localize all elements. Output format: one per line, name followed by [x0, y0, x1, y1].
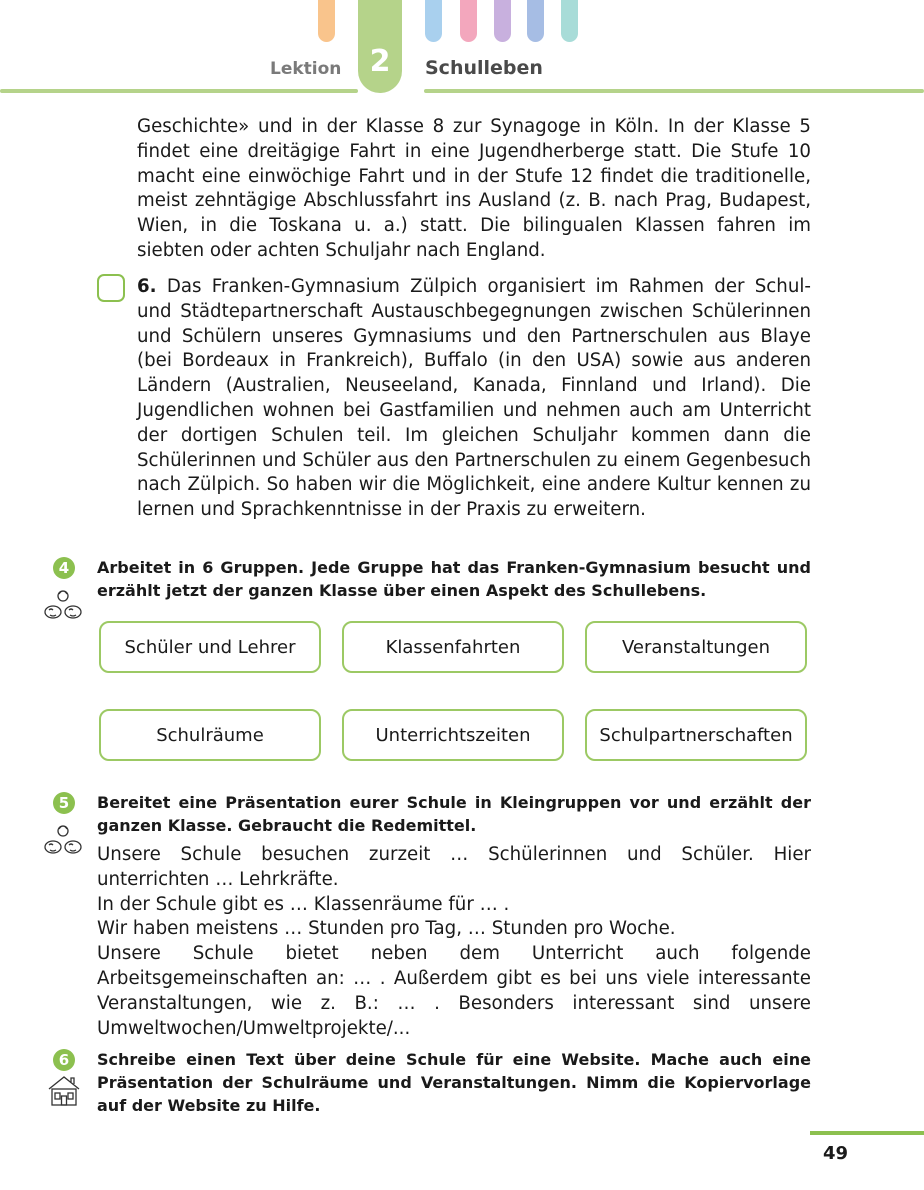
lektion-label: Lektion — [270, 59, 342, 79]
topic-box-unterrichtszeiten: Unterrichtszeiten — [342, 709, 564, 761]
redemittel-phrase: Wir haben meistens … Stunden pro Tag, … Stunden pro Woche. — [97, 918, 676, 940]
redemittel-phrase: Unsere Schule besuchen zurzeit … Schülerinnen und Schüler. Hier unterrichten … Lehrkräfte. — [97, 844, 811, 890]
task-4-instruction: Arbeitet in 6 Gruppen. Jede Gruppe hat das Franken-Gymnasium besucht und erzählt jetzt der ganzen Klasse über einen Aspekt des Schullebens. — [97, 558, 811, 600]
task-4-number: 4 — [53, 557, 75, 579]
footer-rule — [810, 1131, 924, 1135]
task-5-number: 5 — [53, 792, 75, 814]
topic-box-schulpartnerschaften: Schulpartnerschaften — [585, 709, 807, 761]
topic-box-schueler-und-lehrer: Schüler und Lehrer — [99, 621, 321, 673]
intro-paragraph: Geschichte» und in der Klasse 8 zur Synagoge in Köln. In der Klasse 5 findet eine dreitägige Fahrt in eine Jugendherberge statt. Die Stufe 10 macht eine einwöchige Fahrt und in der Stufe 12 findet die traditionelle, meist zehntägige Abschlussfahrt ins Ausland (z. B. nach Prag, Budapest, Wien, in die Toskana u. a.) statt. Die bilingualen Klassen fahren im siebten oder achten Schuljahr nach England. — [137, 116, 811, 261]
item-6-text: Das Franken-Gymnasium Zülpich organisiert im Rahmen der Schul- und Städtepartnerschaft Austauschbegegnungen zwischen Schülerinnen und Schülern unseres Gymnasiums und den Partnerschulen aus Blaye (bei Bordeaux in Frankreich), Buffalo (in den USA) sowie aus anderen Ländern (Australien, Neuseeland, Kanada, Finnland und Irland). Die Jugendlichen wohnen bei Gastfamilien und nehmen auch am Unterricht der dortigen Schulen teil. Im gleichen Schuljahr kommen dann die Schülerinnen und Schüler aus den Partnerschulen zu einem Gegenbesuch nach Zülpich. So haben wir die Möglichkeit, eine andere Kultur kennen zu lernen und Sprachkenntnisse in der Praxis zu erweitern. — [137, 276, 811, 521]
topic-box-schulraeume: Schulräume — [99, 709, 321, 761]
house-homework-icon — [46, 1074, 82, 1108]
header-rule-left — [0, 89, 358, 93]
task-5-instruction: Bereitet eine Präsentation eurer Schule in Kleingruppen vor und erzählt der ganzen Klasse. Gebraucht die Redemittel. — [97, 793, 811, 835]
color-tab — [460, 0, 477, 42]
group-work-icon — [43, 823, 83, 859]
group-work-icon — [43, 588, 83, 624]
color-tab — [527, 0, 544, 42]
task-6-number: 6 — [53, 1049, 75, 1071]
redemittel-phrase: In der Schule gibt es … Klassenräume für … . — [97, 893, 510, 915]
item-6-paragraph — [137, 275, 811, 523]
lesson-number: 2 — [369, 44, 391, 79]
color-tab — [561, 0, 578, 42]
lesson-number-badge — [358, 0, 402, 93]
redemittel-phrase: Unsere Schule bietet neben dem Unterricht auch folgende Arbeitsgemeinschaften an: … . Außerdem gibt es bei uns viele interessante Veranstaltungen, wie z. B.: … . Besonders interessant sind unsere Umweltwochen/Umweltprojekte/... — [97, 943, 811, 1039]
page-number: 49 — [823, 1143, 849, 1164]
topic-box-klassenfahrten: Klassenfahrten — [342, 621, 564, 673]
task-6-instruction: Schreibe einen Text über deine Schule für eine Website. Mache auch eine Präsentation der Schulräume und Veranstaltungen. Nimm die Kopiervorlage auf der Website zu Hilfe. — [97, 1050, 811, 1115]
section-title: Schulleben — [425, 57, 543, 79]
header-rule-right — [424, 89, 924, 93]
topic-box-veranstaltungen: Veranstaltungen — [585, 621, 807, 673]
redemittel-list — [97, 843, 811, 1041]
item-checkbox[interactable] — [97, 274, 125, 302]
color-tab — [494, 0, 511, 42]
item-6-number: 6. — [137, 276, 157, 297]
color-tab — [425, 0, 442, 42]
color-tab — [318, 0, 335, 42]
